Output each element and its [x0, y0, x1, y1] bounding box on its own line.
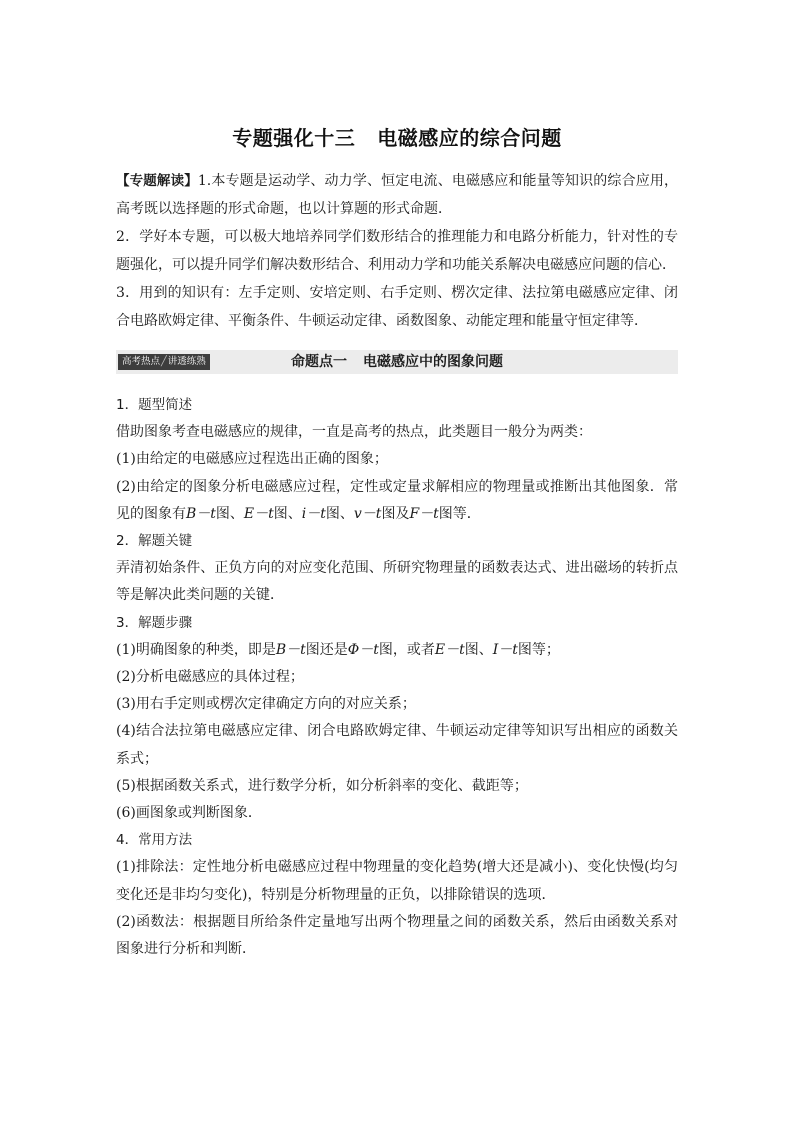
body-4b: (2)函数法：根据题目所给条件定量地写出两个物理量之间的函数关系，然后由函数关系对图象进行分析和判断．: [116, 913, 678, 958]
intro-paragraph-1: [116, 167, 678, 223]
body-1c-text: (2)由给定的图象分析电磁感应过程，定性或定量求解相应的物理量或推断出其他图象．常见的图象有: [116, 478, 678, 522]
tu-4: 图: [464, 641, 479, 658]
body-3a-mid: 图还是: [305, 641, 348, 658]
page-title-right: 电磁感应的综合问题: [377, 126, 562, 150]
body-3c: (3)用右手定则或楞次定律确定方向的对应关系；: [116, 696, 416, 713]
graph-F-t: F－t: [409, 505, 439, 522]
body-1c-end: 图等．: [438, 505, 481, 522]
section-title: [116, 350, 678, 374]
section-title-right: 电磁感应中的图象问题: [363, 354, 503, 370]
body-3f: (6)画图象或判断图象．: [116, 805, 262, 822]
intro-paragraph-2: 2．学好本专题，可以极大地培养同学们数形结合的推理能力和电路分析能力，针对性的专题强化，可以提升同学们解决数形结合、利用动力学和功能关系解决电磁感应问题的信心．: [116, 229, 678, 273]
intro-paragraph-3: 3．用到的知识有：左手定则、安培定则、右手定则、楞次定律、法拉第电磁感应定律、闭合电路欧姆定律、平衡条件、牛顿运动定律、函数图象、动能定理和能量守恒定律等．: [116, 285, 678, 329]
body-3a: [116, 637, 678, 664]
heading-3: 3．解题步骤: [116, 614, 193, 631]
section-title-left: 命题点一: [291, 354, 347, 370]
section-badge-left: 高考热点: [122, 356, 161, 367]
tu-2: 图: [273, 505, 288, 522]
sep-1: 、: [229, 505, 244, 522]
graph-I-t: I－t: [492, 641, 518, 658]
intro-section: [116, 167, 678, 335]
graph-v-t: v－t: [353, 505, 382, 522]
body-section: [116, 392, 678, 963]
graph-E-t: E－t: [243, 505, 274, 522]
tu-3: 图: [325, 505, 340, 522]
body-1c: [116, 474, 678, 528]
body-3e: (5)根据函数关系式，进行数学分析，如分析斜率的变化、截距等；: [116, 777, 528, 794]
tu-1: 图: [215, 505, 230, 522]
section-header-bar: [116, 350, 678, 374]
body-3b: (2)分析电磁感应的具体过程；: [116, 669, 304, 686]
badge-slash-divider: ╱: [161, 356, 167, 367]
graph-B-t-2: B－t: [275, 641, 306, 658]
sep-3: 、: [339, 505, 354, 522]
ji-text: 图及: [381, 505, 410, 522]
body-3a-pre: (1)明确图象的种类，即是: [116, 641, 276, 658]
body-4a: (1)排除法：定性地分析电磁感应过程中物理量的变化趋势(增大还是减小)、变化快慢(均匀变化还是非均匀变化)，特别是分析物理量的正负，以排除错误的选项．: [116, 859, 678, 903]
heading-2: 2．解题关键: [116, 533, 193, 550]
graph-Phi-t: Φ－t: [347, 641, 379, 658]
heading-4: 4．常用方法: [116, 832, 193, 849]
section-badge-right: 讲透练熟: [167, 356, 206, 367]
body-3d: (4)结合法拉第电磁感应定律、闭合电路欧姆定律、牛顿运动定律等知识写出相应的函数关系式；: [116, 723, 678, 767]
body-3a-or: 图，或者: [378, 641, 435, 658]
graph-B-t: B－t: [186, 505, 216, 522]
graph-i-t: i－t: [301, 505, 326, 522]
page-title: [0, 122, 794, 151]
graph-E-t-2: E－t: [434, 641, 465, 658]
body-1b: (1)由给定的电磁感应过程选出正确的图象；: [116, 451, 388, 468]
intro-text-1: 1.本专题是运动学、动力学、恒定电流、电磁感应和能量等知识的综合应用，高考既以选择题的形式命题，也以计算题的形式命题．: [116, 173, 679, 217]
sep-4: 、: [478, 641, 493, 658]
body-2: 弄清初始条件、正负方向的对应变化范围、所研究物理量的函数表达式、进出磁场的转折点等是解决此类问题的关键．: [116, 560, 678, 604]
body-1a: 借助图象考查电磁感应的规律，一直是高考的热点，此类题目一般分为两类：: [116, 424, 592, 441]
intro-tag: 【专题解读】: [116, 173, 198, 189]
body-3a-end: 图等；: [517, 641, 560, 658]
heading-1: 1．题型简述: [116, 397, 193, 413]
page-title-left: 专题强化十三: [232, 126, 356, 150]
sep-2: 、: [287, 505, 302, 522]
